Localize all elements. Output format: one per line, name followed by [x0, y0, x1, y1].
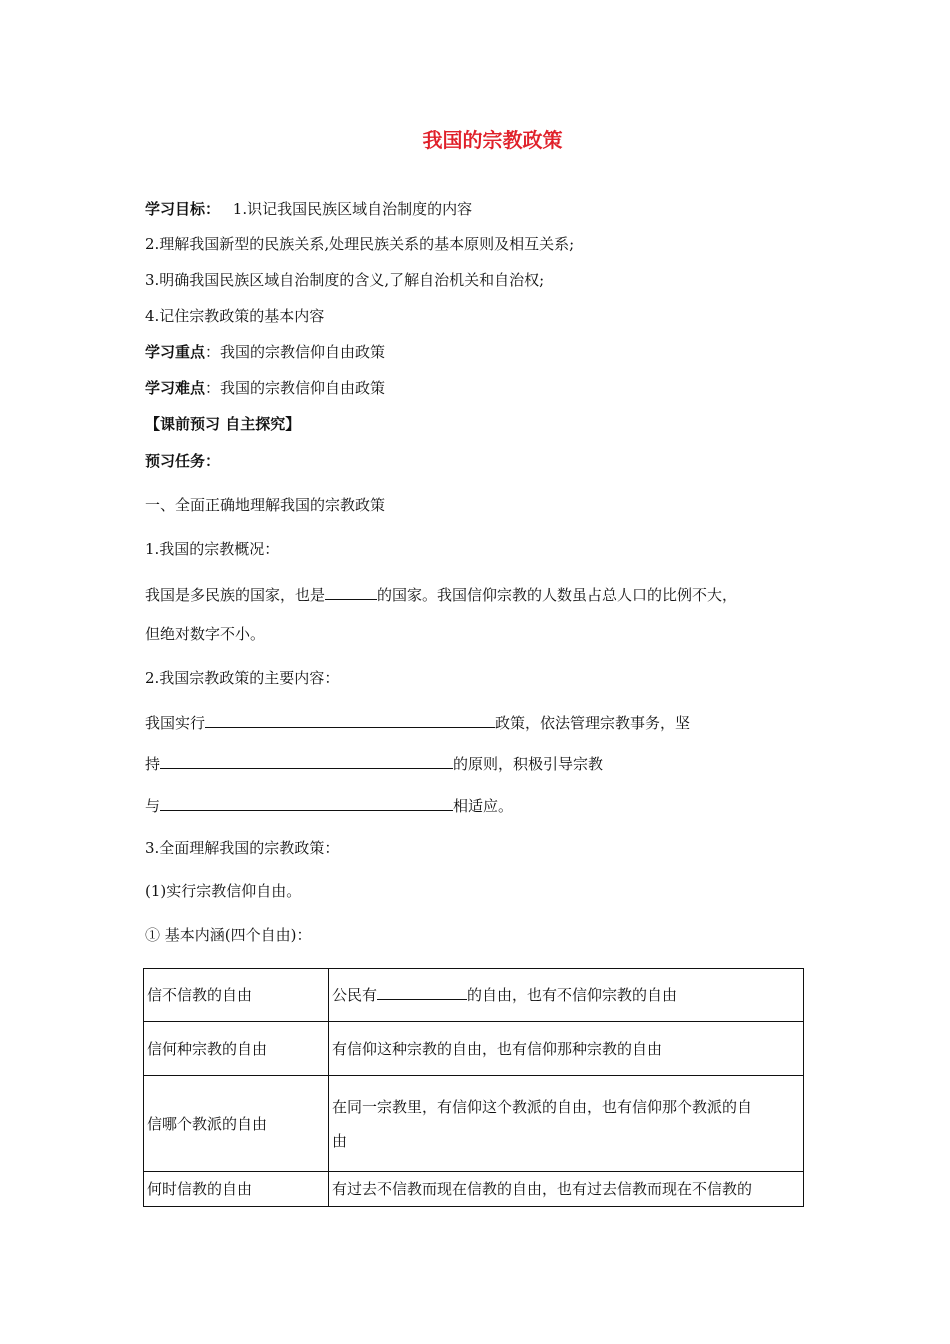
q1-fill-blank[interactable]	[325, 583, 377, 600]
q2-line1-a: 我国实行	[145, 714, 206, 732]
cell-text-b: 的自由，也有不信仰宗教的自由	[467, 986, 678, 1004]
table-row	[144, 1076, 804, 1172]
q2-line2-a: 持	[145, 755, 161, 773]
question-2-title: 2.我国宗教政策的主要内容：	[145, 669, 340, 687]
goals-line	[145, 199, 472, 219]
table-cell-right: 有信仰这种宗教的自由，也有信仰那种宗教的自由	[329, 1022, 804, 1076]
q2-fill-blank-2[interactable]	[160, 752, 453, 769]
difficulty-text: ：我国的宗教信仰自由政策	[205, 379, 386, 397]
question-1-title: 1.我国的宗教概况：	[145, 540, 280, 558]
table-fill-blank[interactable]	[377, 983, 467, 1000]
goals-label: 学习目标：	[145, 200, 221, 218]
question-1-text	[145, 583, 737, 605]
table-row	[144, 1172, 804, 1207]
q2-line2-b: 的原则，积极引导宗教	[453, 755, 604, 773]
q1-text-c: 但绝对数字不小。	[145, 625, 266, 643]
goal-2: 2.理解我国新型的民族关系,处理民族关系的基本原则及相互关系;	[145, 235, 575, 253]
q1-text-b: 的国家。我国信仰宗教的人数虽占总人口的比例不大，	[377, 586, 738, 604]
section-1-heading: 一、全面正确地理解我国的宗教政策	[145, 496, 386, 514]
q2-line3-b: 相适应。	[453, 797, 514, 815]
goal-3: 3.明确我国民族区域自治制度的含义,了解自治机关和自治权;	[145, 271, 545, 289]
table-cell-left: 信不信教的自由	[144, 969, 329, 1022]
key-point-line	[145, 342, 385, 362]
q2-line-3	[145, 794, 513, 816]
key-point-text: ：我国的宗教信仰自由政策	[205, 343, 386, 361]
document-title: 我国的宗教政策	[422, 128, 563, 152]
table-cell-right	[329, 969, 804, 1022]
q1-text-a: 我国是多民族的国家，也是	[145, 586, 326, 604]
table-cell-right: 有过去不信教而现在信教的自由，也有过去信教而现在不信教的	[329, 1172, 804, 1207]
q3-subitem-1: (1)实行宗教信仰自由。	[145, 882, 302, 900]
four-freedoms-table	[143, 968, 804, 1207]
table-cell-left: 信哪个教派的自由	[144, 1076, 329, 1172]
table-cell-right	[329, 1076, 804, 1172]
cell-text-a: 公民有	[332, 986, 378, 1004]
goal-1: 1.识记我国民族区域自治制度的内容	[232, 200, 473, 218]
difficulty-label: 学习难点	[145, 379, 206, 397]
q2-line-2	[145, 752, 603, 774]
q2-line3-a: 与	[145, 797, 161, 815]
q2-fill-blank-3[interactable]	[160, 794, 453, 811]
table-row	[144, 1022, 804, 1076]
goal-4: 4.记住宗教政策的基本内容	[145, 307, 325, 325]
preview-task-label: 预习任务：	[145, 452, 221, 470]
q3-subitem-2: ① 基本内涵(四个自由)：	[145, 926, 312, 944]
table-cell-left: 信何种宗教的自由	[144, 1022, 329, 1076]
table-row	[144, 969, 804, 1022]
key-point-label: 学习重点	[145, 343, 206, 361]
difficulty-line	[145, 378, 385, 398]
cell-line-2: 由	[332, 1131, 348, 1150]
q2-line1-b: 政策，依法管理宗教事务，坚	[495, 714, 691, 732]
question-3-title: 3.全面理解我国的宗教政策：	[145, 839, 340, 857]
q2-fill-blank-1[interactable]	[205, 711, 495, 728]
table-cell-left: 何时信教的自由	[144, 1172, 329, 1207]
preview-heading: 【课前预习 自主探究】	[145, 415, 301, 433]
cell-line-1: 在同一宗教里，有信仰这个教派的自由，也有信仰那个教派的自	[332, 1097, 753, 1116]
q2-line-1	[145, 711, 690, 733]
